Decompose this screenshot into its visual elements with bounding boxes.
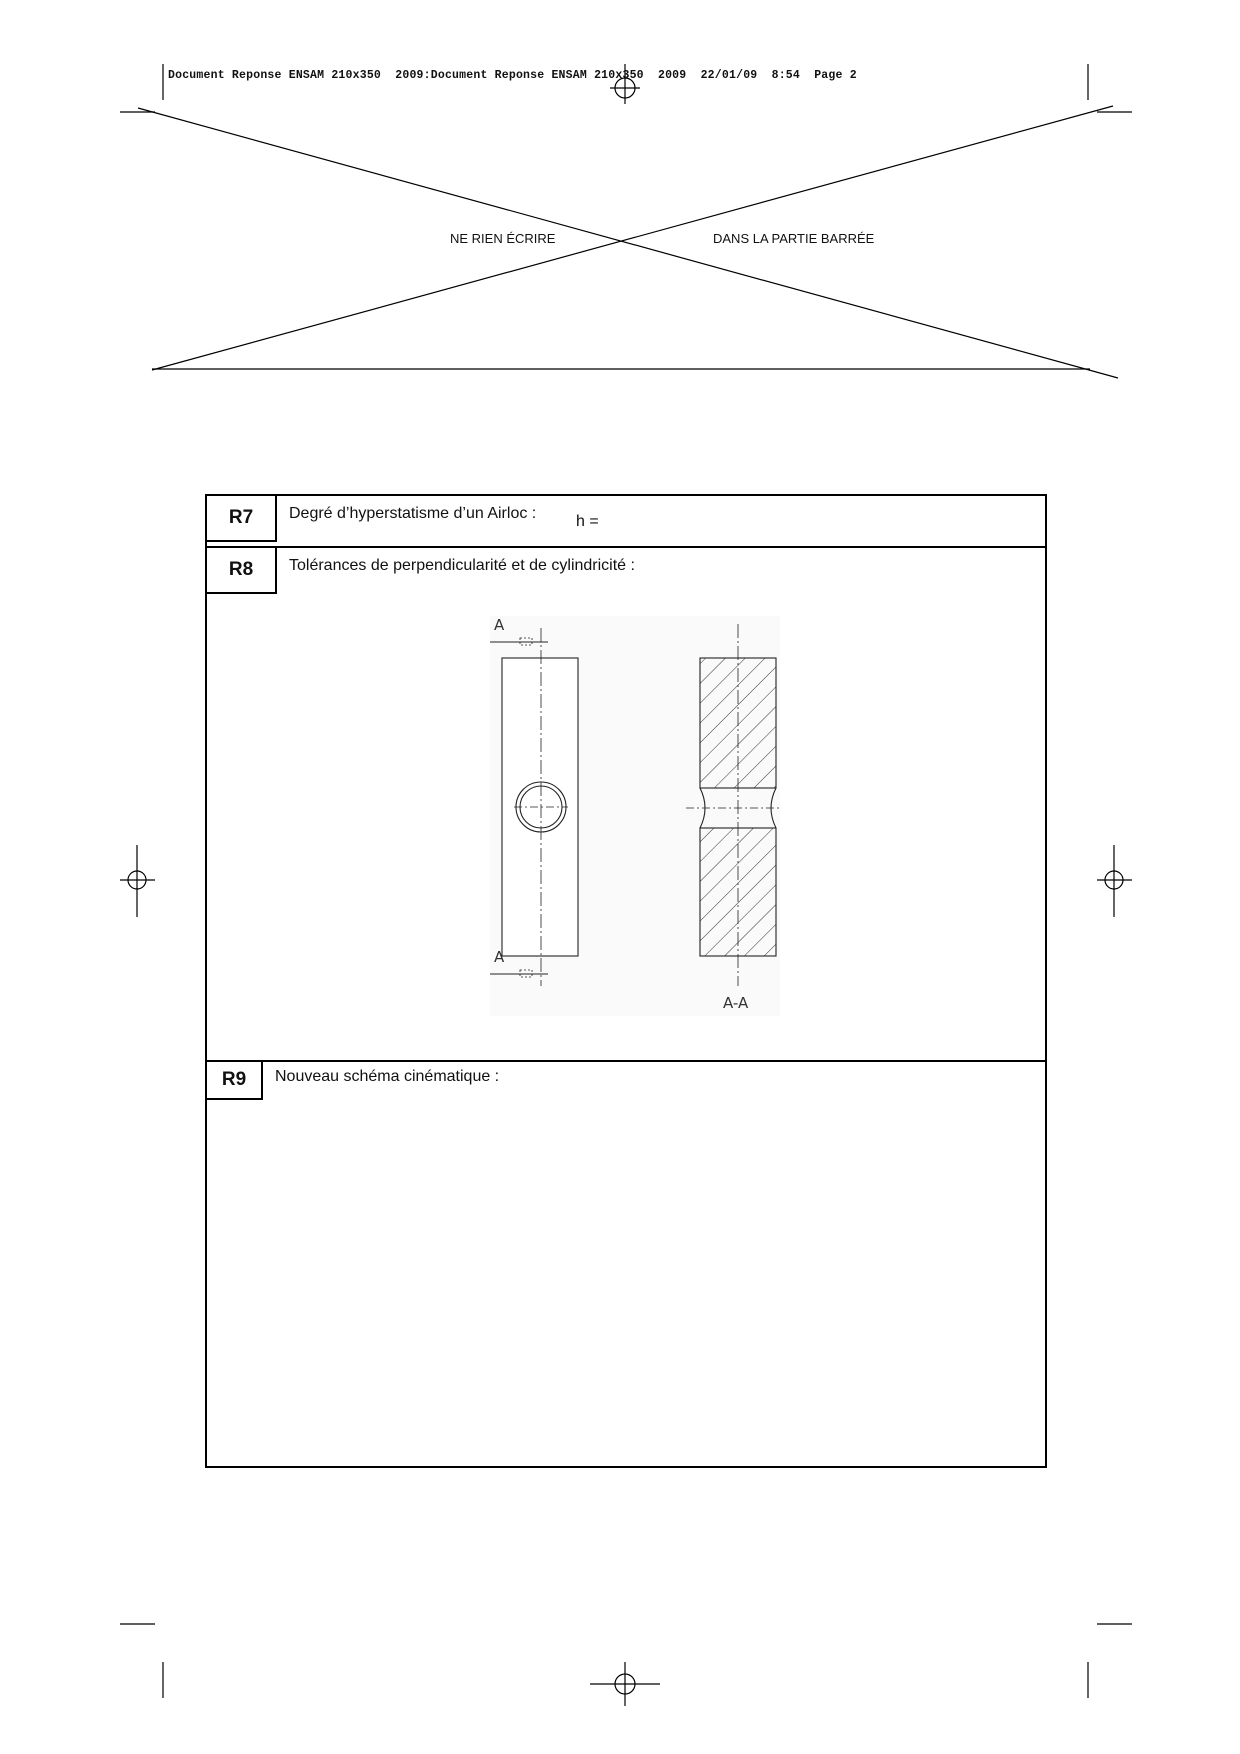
barred-notice-right: DANS LA PARTIE BARRÉE <box>713 231 875 246</box>
question-text-r8: Tolérances de perpendicularité et de cylindricité : <box>289 557 635 574</box>
answer-section-r7 <box>207 496 1045 548</box>
question-text-r7: Degré d’hyperstatisme d’un Airloc : <box>289 505 537 522</box>
section-view-label: A-A <box>723 994 749 1012</box>
technical-drawing[interactable] <box>490 616 780 1016</box>
answer-section-r9[interactable] <box>207 1062 1045 1468</box>
barred-notice-left: NE RIEN ÉCRIRE <box>450 231 556 246</box>
question-tag-r7: R7 <box>207 496 277 542</box>
section-mark-top: A <box>494 616 505 634</box>
answer-sheet <box>205 494 1047 1468</box>
answer-field-h[interactable]: h = <box>576 513 599 530</box>
question-text-r9: Nouveau schéma cinématique : <box>275 1068 500 1085</box>
section-mark-bottom: A <box>494 948 505 966</box>
part-drawing <box>490 616 780 1016</box>
question-tag-r9: R9 <box>207 1062 263 1100</box>
barred-line-2 <box>152 106 1113 370</box>
barred-line-1 <box>138 108 1118 378</box>
question-tag-r8: R8 <box>207 548 277 594</box>
answer-section-r8 <box>207 548 1045 1062</box>
printer-slug: Document Reponse ENSAM 210x350 2009:Document Reponse ENSAM 210x350 2009 22/01/09 8:54 Page 2 <box>168 69 857 82</box>
